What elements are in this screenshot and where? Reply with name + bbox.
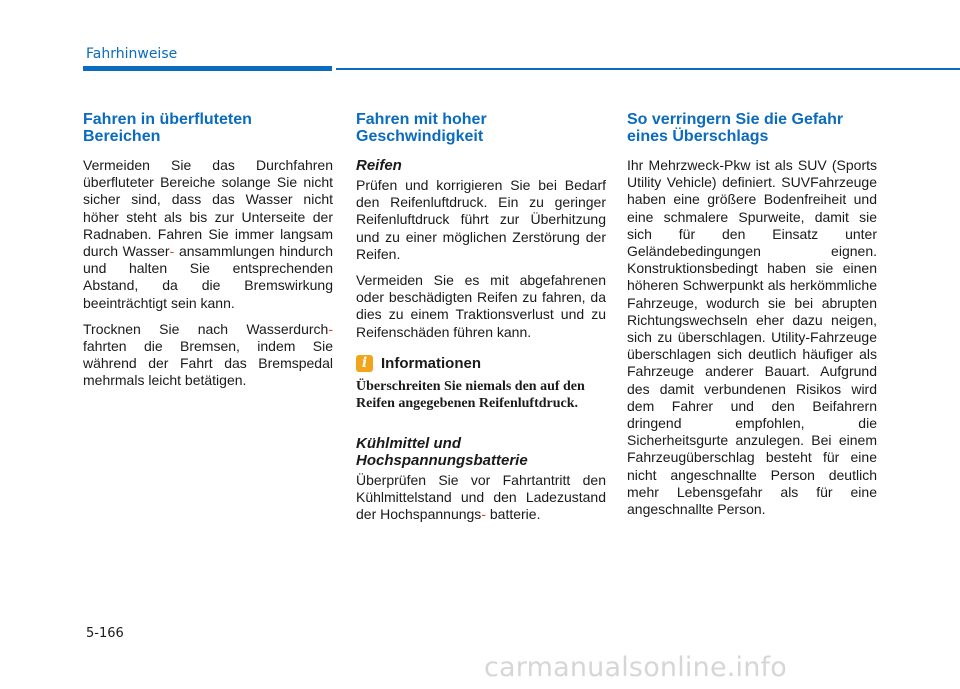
paragraph: Prüfen und korrigieren Sie bei Bedarf den Reifenluftdruck. Ein zu geringer Reifenluftdruck führt zur Überhitzung und zu einer möglichen Zerstörung der Reifen. bbox=[356, 177, 606, 262]
text-segment: fahrten die Bremsen, indem Sie während der Fahrt das Bremspedal mehrmals leicht betätigen. bbox=[83, 338, 333, 389]
column-rollover bbox=[627, 111, 877, 527]
info-title: Informationen bbox=[381, 354, 481, 372]
info-icon: i bbox=[356, 355, 373, 372]
text-segment: Vermeiden Sie das Durchfahren überfluteter Bereiche solange Sie nicht sicher sind, dass das Wasser nicht höher steht als bis zur Unterseite der Radnaben. Fahren Sie immer langsam durch Wasser bbox=[83, 157, 333, 260]
section-title: Fahrhinweise bbox=[86, 46, 178, 62]
paragraph: Ihr Mehrzweck-Pkw ist als SUV (Sports Utility Vehicle) definiert. SUVFahrzeuge haben eine größere Bodenfreiheit und eine schmalere Spurweite, damit sie sich für den Einsatz unter Geländebedingungen eignen. Konstruktionsbedingt haben sie einen höheren Schwerpunkt als herkömmliche Fahrzeuge, wodurch sie bei abrupten Richtungswechseln eher dazu neigen, sich zu überschlagen. Utility-Fahrzeuge überschlagen sich deutlich häufiger als Fahrzeuge anderer Bauart. Aufgrund des damit verbundenen Risikos wird dem Fahrer und den Beifahrern dringend empfohlen, die Sicherheitsgurte anzulegen. Bei einem Fahrzeugüberschlag besteht für eine nicht angeschnallte Person deutlich mehr Lebensgefahr als für eine angeschnallte Person. bbox=[627, 157, 877, 518]
hyphen-mark: - bbox=[481, 506, 486, 523]
heading-high-speed: Fahren mit hoher Geschwindigkeit bbox=[356, 111, 487, 145]
text-segment: ansammlungen hindurch und halten Sie entsprechenden Abstand, da die Bremswirkung beeinträchtigt sein kann. bbox=[83, 243, 334, 311]
text-segment: Überprüfen Sie vor Fahrtantritt den Kühlmittelstand und den Ladezustand der Hochspannungs bbox=[356, 471, 606, 523]
info-box-header bbox=[356, 355, 606, 372]
text-segment: Trocknen Sie nach Wasserdurch bbox=[83, 320, 329, 337]
heading-flooded-areas: Fahren in überfluteten Bereichen bbox=[83, 111, 252, 145]
column-high-speed bbox=[356, 111, 606, 532]
paragraph bbox=[356, 472, 606, 524]
page-number: 5-166 bbox=[86, 626, 124, 641]
column-flooded-areas bbox=[83, 111, 333, 399]
hyphen-mark: - bbox=[169, 243, 175, 260]
text-segment: batterie. bbox=[489, 506, 541, 523]
heading-rollover: So verringern Sie die Gefahr eines Überschlags bbox=[627, 111, 844, 145]
paragraph bbox=[83, 157, 333, 312]
subheading-coolant-battery: Kühlmittel und Hochspannungsbatterie bbox=[356, 434, 528, 469]
paragraph: Vermeiden Sie es mit abgefahrenen oder beschädigten Reifen zu fahren, da dies zu einem Traktionsverlust und zu Reifenschäden führen kann. bbox=[356, 272, 606, 340]
watermark: carmanualsonline.info bbox=[484, 652, 787, 683]
header-rule-thin bbox=[336, 68, 960, 70]
hyphen-mark: - bbox=[328, 320, 333, 337]
subheading-tires: Reifen bbox=[356, 157, 402, 174]
info-text: Überschreiten Sie niemals den auf den Reifen angegebenen Reifenluftdruck. bbox=[356, 378, 585, 412]
paragraph bbox=[83, 321, 333, 390]
header-rule-thick bbox=[83, 66, 332, 71]
